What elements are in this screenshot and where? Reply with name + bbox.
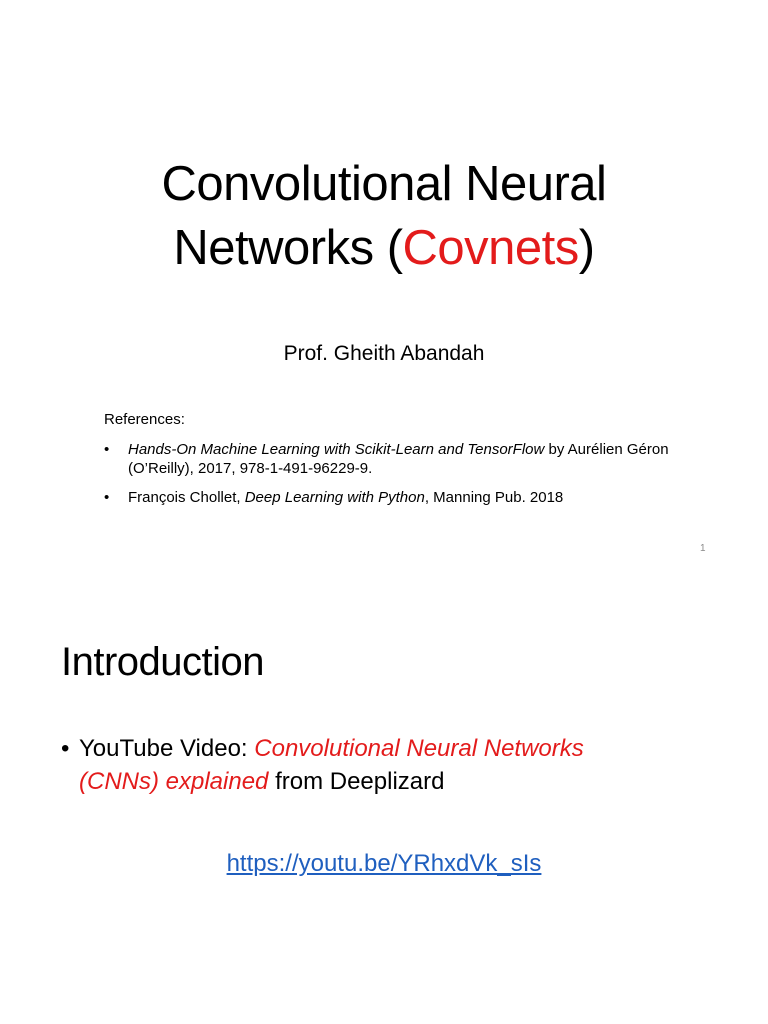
reference-1-details: by Aurélien Géron (O’Reilly), 2017, 978-1-491-96229-9. bbox=[128, 441, 669, 477]
slide-title bbox=[0, 152, 768, 280]
title-accent: Covnets bbox=[402, 221, 579, 275]
reference-item-1 bbox=[104, 440, 704, 478]
slide-2 bbox=[0, 576, 768, 1024]
title-line-1: Convolutional Neural bbox=[161, 157, 607, 211]
title-line-2-suffix: ) bbox=[578, 221, 595, 275]
video-link-container bbox=[0, 848, 768, 880]
bullet-suffix: from Deeplizard bbox=[268, 768, 445, 795]
bullet-icon: • bbox=[104, 441, 110, 458]
author-name: Prof. Gheith Abandah bbox=[283, 342, 485, 365]
video-link[interactable]: https://youtu.be/YRhxdVk_sIs bbox=[226, 850, 542, 877]
bullet-line-1 bbox=[61, 732, 701, 765]
video-title-part-2: (CNNs) explained bbox=[79, 768, 269, 795]
references-block bbox=[104, 410, 704, 517]
bullet-prefix: YouTube Video: bbox=[79, 735, 255, 762]
reference-2-title: Deep Learning with Python bbox=[244, 489, 425, 506]
bullet-line-2 bbox=[61, 765, 701, 798]
references-heading: References: bbox=[104, 411, 185, 428]
video-title-part-1: Convolutional Neural Networks bbox=[254, 735, 584, 762]
slide-title: Introduction bbox=[61, 640, 265, 684]
reference-item-2 bbox=[104, 488, 704, 507]
reference-2-author: François Chollet, bbox=[128, 489, 245, 506]
bullet-icon: • bbox=[61, 735, 70, 762]
reference-2-details: , Manning Pub. 2018 bbox=[424, 489, 564, 506]
video-bullet bbox=[61, 732, 701, 798]
page-number: 1 bbox=[700, 543, 706, 554]
title-line-2 bbox=[0, 216, 768, 280]
bullet-icon: • bbox=[104, 489, 110, 506]
references-list bbox=[104, 440, 704, 507]
title-line-2-prefix: Networks ( bbox=[173, 221, 403, 275]
reference-1-title: Hands-On Machine Learning with Scikit-Learn and TensorFlow bbox=[128, 441, 545, 458]
